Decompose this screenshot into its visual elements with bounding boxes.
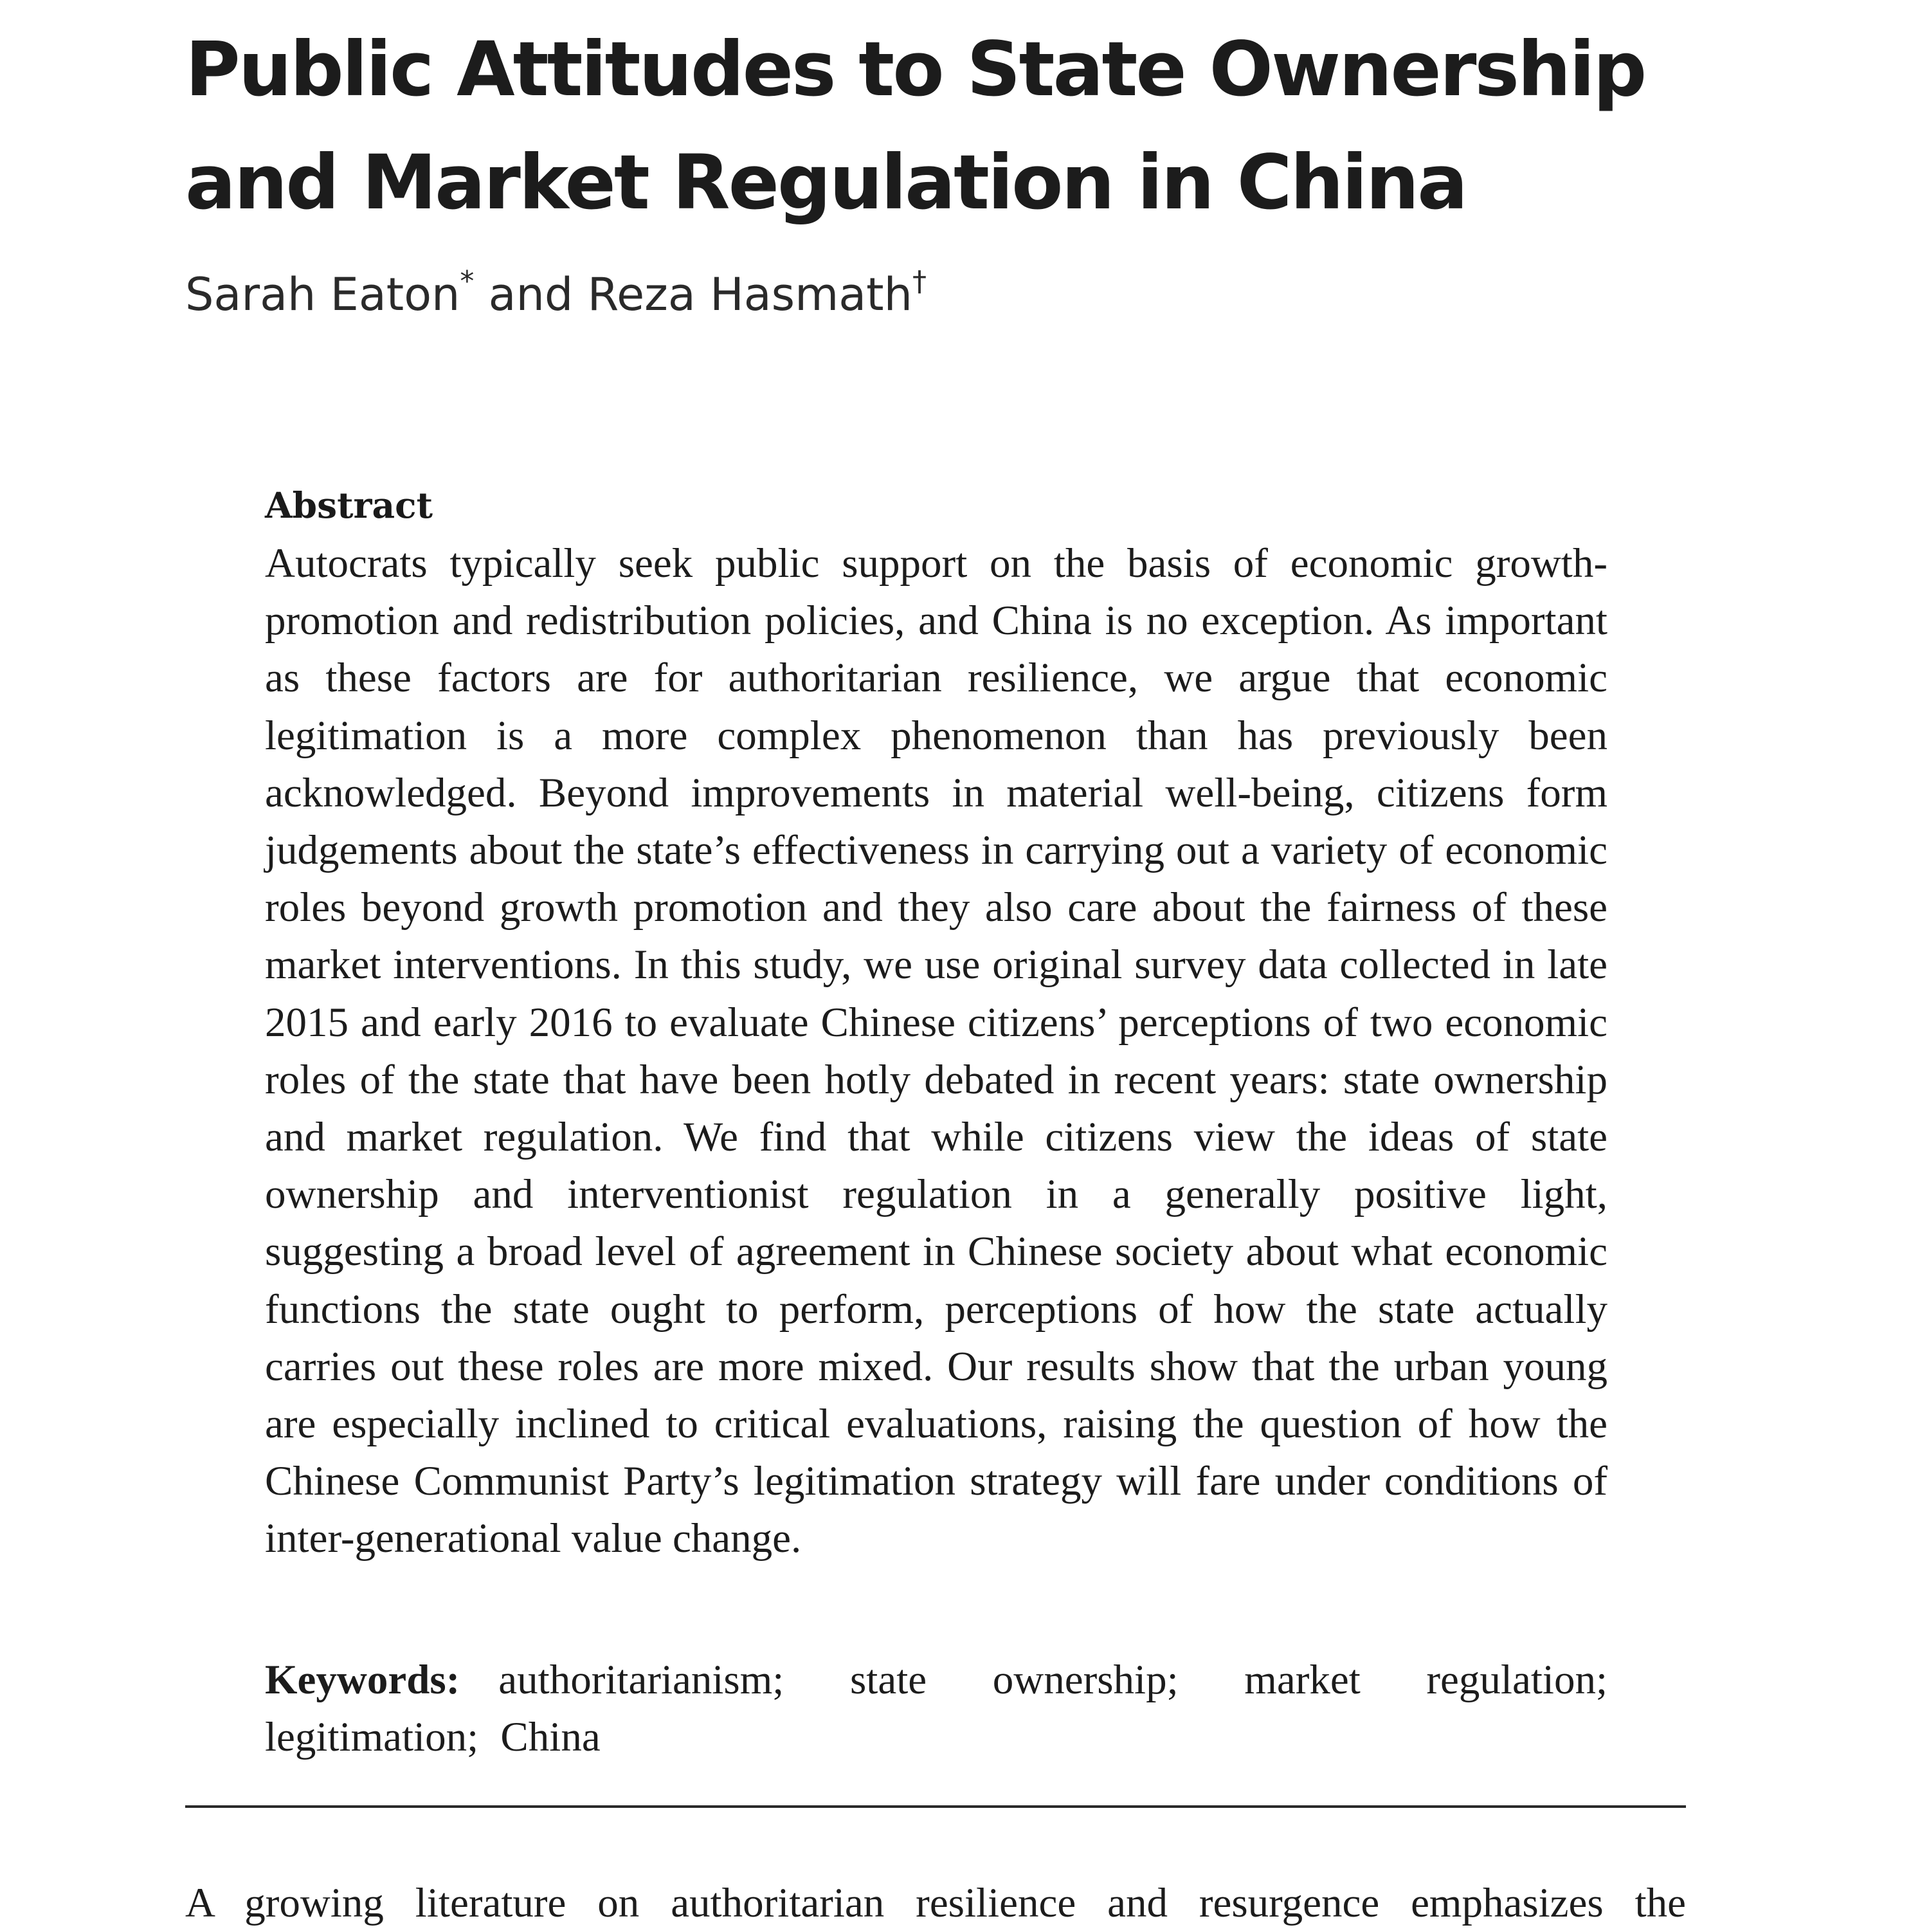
author-list: [185, 262, 927, 327]
body-paragraph: A growing literature on authoritarian resilience and resurgence emphasizes the: [185, 1880, 1686, 1926]
paper-title: Public Attitudes to State Ownership and Market Regulation in China: [185, 25, 1645, 226]
author-name: Sarah Eaton: [185, 268, 460, 321]
section-divider: [185, 1805, 1686, 1808]
author-joiner: and: [488, 268, 574, 321]
abstract-heading: Abstract: [265, 484, 433, 526]
abstract-text: Autocrats typically seek public support on the basis of economic growth-promotion and redistribution policies, and China is no exception. As important as these factors are for authoritarian resilience, we argue that economic legitimation is a more complex phenomenon than has previously been acknowledged. Beyond improvements in material well-being, citizens form judgements about the state’s effectiveness in carrying out a variety of economic roles beyond growth promotion and they also care about the fairness of these market interventions. In this study, we use original survey data collected in late 2015 and early 2016 to evaluate Chinese citizens’ perceptions of two economic roles of the state that have been hotly debated in recent years: state ownership and market regulation. We find that while citizens view the ideas of state ownership and interventionist regulation in a generally positive light, suggesting a broad level of agreement in Chinese society about what economic functions the state ought to perform, perceptions of how the state actually carries out these roles are more mixed. Our results show that the urban young are especially inclined to critical evaluations, raising the question of how the Chinese Communist Party’s legitimation strategy will fare under conditions of inter-generational value change.: [265, 540, 1608, 1562]
keywords: [265, 1652, 1608, 1766]
author-name: Reza Hasmath: [587, 268, 912, 321]
author-footnote-mark: †: [912, 264, 927, 298]
keywords-label: Keywords:: [265, 1657, 460, 1703]
keywords-list: authoritarianism; state ownership; market regulation; legitimation; China: [265, 1657, 1608, 1760]
author-footnote-mark: *: [460, 264, 475, 298]
